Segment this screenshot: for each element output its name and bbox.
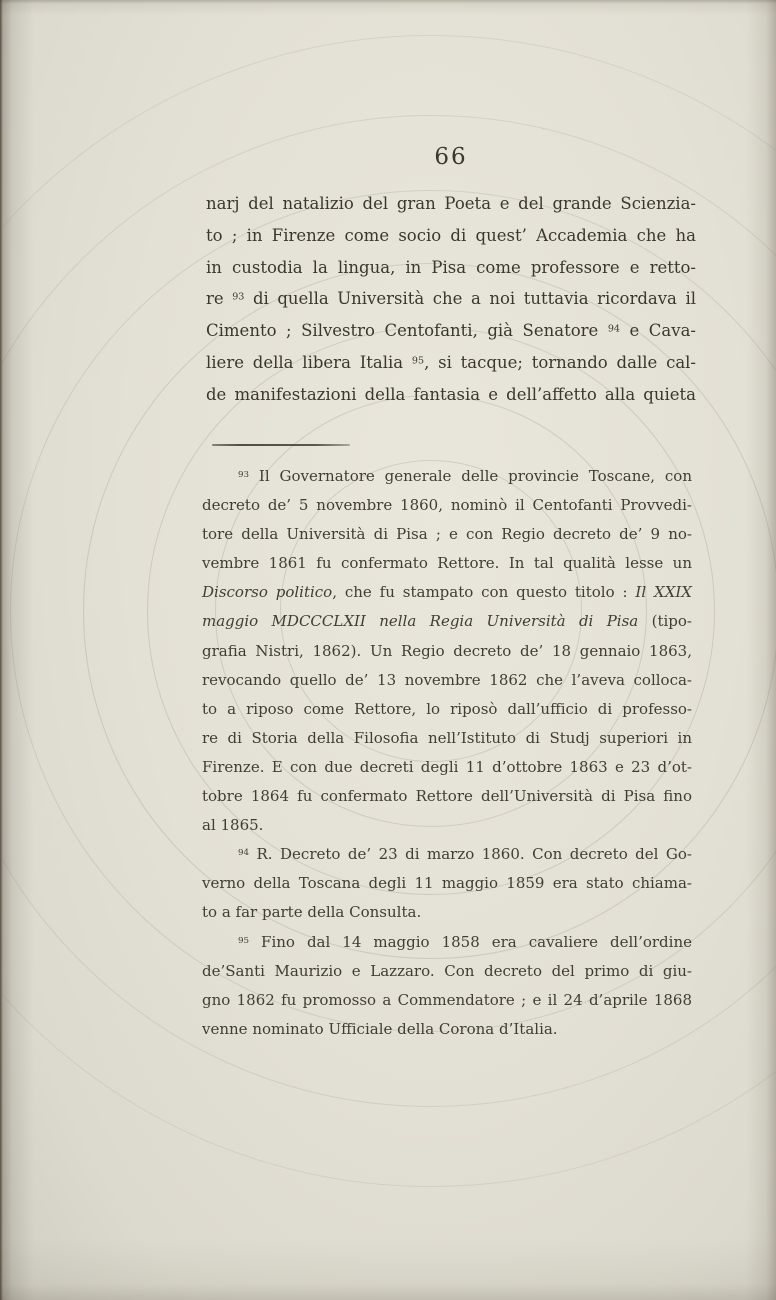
text-line: $^{93}$ Il Governatore generale delle provincie Toscane, con: [238, 467, 692, 485]
text-line: de manifestazioni della fantasia e dell’affetto alla quieta: [206, 384, 696, 404]
text-line: $^{95}$ Fino dal 14 maggio 1858 era cavaliere dell’ordine: [238, 932, 692, 951]
footnote-94: [202, 840, 692, 927]
text-line: liere della libera Italia $^{95}$, si tacque; tornando dalle cal-: [206, 352, 697, 372]
text-line: tobre 1864 fu confermato Rettore dell’Università di Pisa fino: [202, 787, 692, 806]
text-line: de’Santi Maurizio e Lazzaro. Con decreto del primo di giu-: [202, 961, 692, 980]
text-line: Cimento ; Silvestro Centofanti, già Senatore $^{94}$ e Cava-: [206, 321, 696, 341]
text-line: re di Storia della Filosofia nell’Istituto di Studj superiori in: [202, 728, 692, 747]
text-line: verno della Toscana degli 11 maggio 1859 era stato chiama-: [202, 874, 692, 893]
footnote-93: [202, 462, 692, 840]
footnote-separator-rule: [212, 444, 350, 446]
text-line: Discorso politico, che fu stampato con questo titolo : Il XXIX: [202, 583, 692, 602]
text-line: in custodia la lingua, in Pisa come professore e retto-: [206, 257, 696, 277]
text-line: tore della Università di Pisa ; e con Regio decreto de’ 9 no-: [202, 525, 692, 544]
text-line: grafia Nistri, 1862). Un Regio decreto de’ 18 gennaio 1863,: [202, 641, 692, 660]
footnotes-block: [202, 462, 692, 1044]
footnote-95: [202, 928, 692, 1044]
text-line: to a far parte della Consulta.: [202, 903, 422, 922]
text-line: re $^{93}$ di quella Università che a noi tuttavia ricordava il: [206, 289, 696, 309]
page-number: 66: [434, 144, 468, 170]
text-line: al 1865.: [202, 816, 264, 835]
text-line: maggio MDCCCLXII nella Regia Università di Pisa (tipo-: [202, 612, 692, 631]
text-line: vembre 1861 fu confermato Rettore. In tal qualità lesse un: [202, 554, 692, 573]
text-line: gno 1862 fu promosso a Commendatore ; e il 24 d’aprile 1868: [202, 990, 692, 1009]
main-paragraph: [206, 188, 696, 411]
text-line: $^{94}$ R. Decreto de’ 23 di marzo 1860. Con decreto del Go-: [238, 845, 692, 864]
text-line: venne nominato Ufficiale della Corona d’Italia.: [202, 1019, 558, 1038]
text-line: Firenze. E con due decreti degli 11 d’ottobre 1863 e 23 d’ot-: [202, 757, 692, 776]
text-line: to a riposo come Rettore, lo riposò dall’ufficio di professo-: [202, 699, 692, 718]
text-line: narj del natalizio del gran Poeta e del grande Scienzia-: [206, 194, 696, 213]
text-line: to ; in Firenze come socio di quest’ Accademia che ha: [206, 225, 696, 245]
text-line: decreto de’ 5 novembre 1860, nominò il Centofanti Provvedi-: [202, 496, 692, 515]
text-line: revocando quello de’ 13 novembre 1862 che l’aveva colloca-: [202, 670, 692, 689]
